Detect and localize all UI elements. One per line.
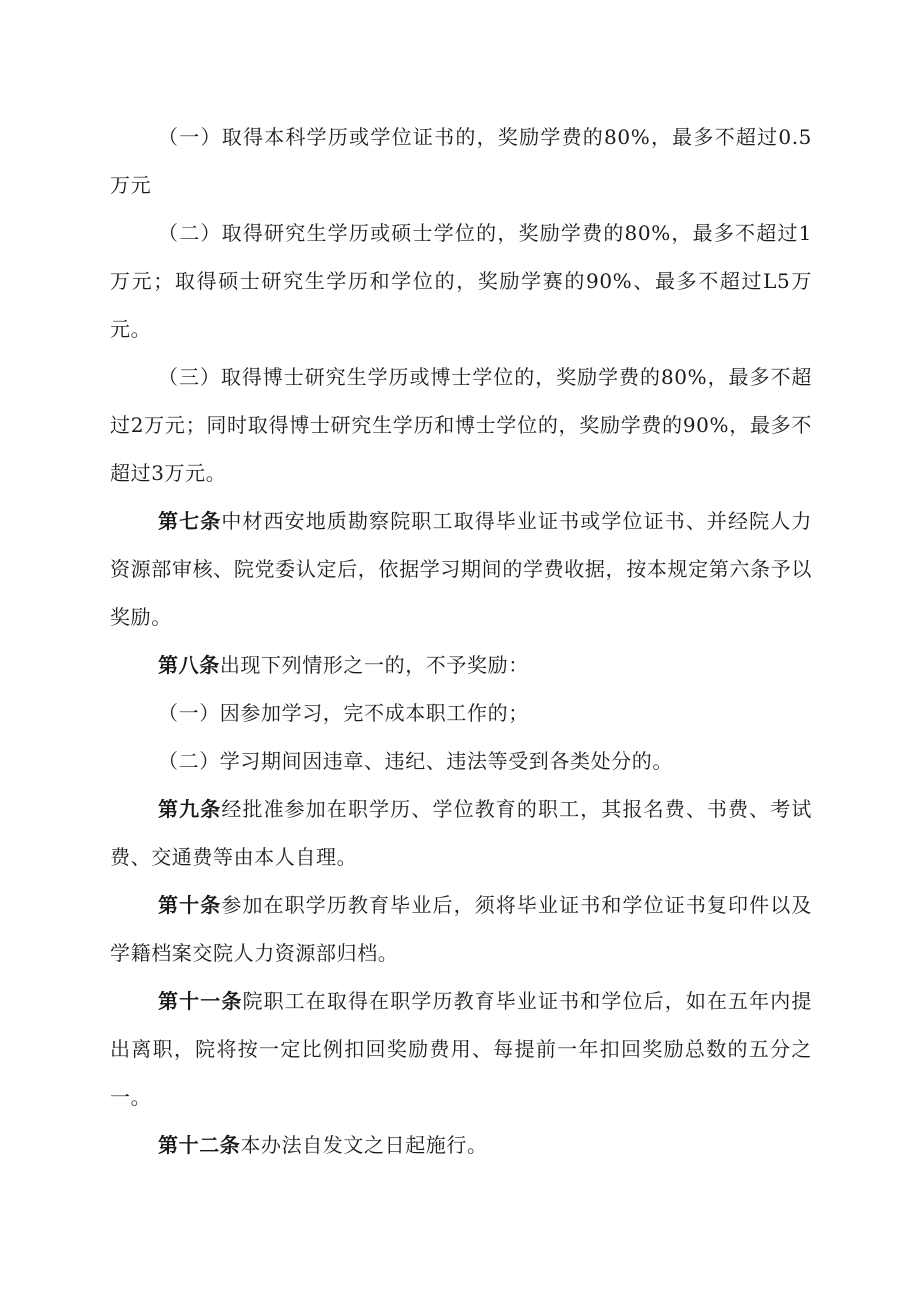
paragraph-text: （二）取得研究生学历或硕士学位的，奖励学费的80%，最多不超过1万元；取得硕士研究生学历和学位的，奖励学赛的90%、最多不超过L5万元。 [110,221,812,341]
article-heading: 第七条 [158,509,222,533]
paragraph-item-2 [110,209,812,353]
paragraph-article-8-item-2 [110,737,812,785]
paragraph-text: （一）因参加学习，完不成本职工作的； [158,701,529,725]
paragraph-article-8 [110,641,812,689]
article-heading: 第九条 [158,797,222,821]
paragraph-text: （三）取得博士研究生学历或博士学位的，奖励学费的80%，最多不超过2万元；同时取得博士研究生学历和博士学位的，奖励学费的90%，最多不超过3万元。 [110,365,812,485]
article-heading: 第八条 [158,653,220,677]
paragraph-article-7 [110,497,812,641]
paragraph-article-12 [110,1121,812,1169]
paragraph-article-8-item-1 [110,689,812,737]
article-heading: 第十一条 [158,989,243,1013]
paragraph-article-9 [110,785,812,881]
paragraph-item-1 [110,113,812,209]
paragraph-text: 出现下列情形之一的，不予奖励： [219,653,529,677]
paragraph-item-3 [110,353,812,497]
paragraph-article-10 [110,881,812,977]
paragraph-text: 本办法自发文之日起施行。 [240,1133,488,1157]
paragraph-text: 参加在职学历教育毕业后，须将毕业证书和学位证书复印件以及学籍档案交院人力资源部归档。 [110,893,812,965]
article-heading: 第十二条 [158,1133,241,1157]
paragraph-text: 院职工在取得在职学历教育毕业证书和学位后，如在五年内提出离职，院将按一定比例扣回奖励费用、每提前一年扣回奖励总数的五分之一。 [110,989,812,1109]
paragraph-text: （二）学习期间因违章、违纪、违法等受到各类处分的。 [158,749,673,773]
paragraph-text: （一）取得本科学历或学位证书的，奖励学费的80%，最多不超过0.5万元 [110,125,812,197]
paragraph-article-11 [110,977,812,1121]
paragraph-text: 中材西安地质勘察院职工取得毕业证书或学位证书、并经院人力资源部审核、院党委认定后，依据学习期间的学费收据，按本规定第六条予以奖励。 [110,509,812,629]
article-heading: 第十条 [158,893,222,917]
paragraph-text: 经批准参加在职学历、学位教育的职工，其报名费、书费、考试费、交通费等由本人自理。 [110,797,812,869]
